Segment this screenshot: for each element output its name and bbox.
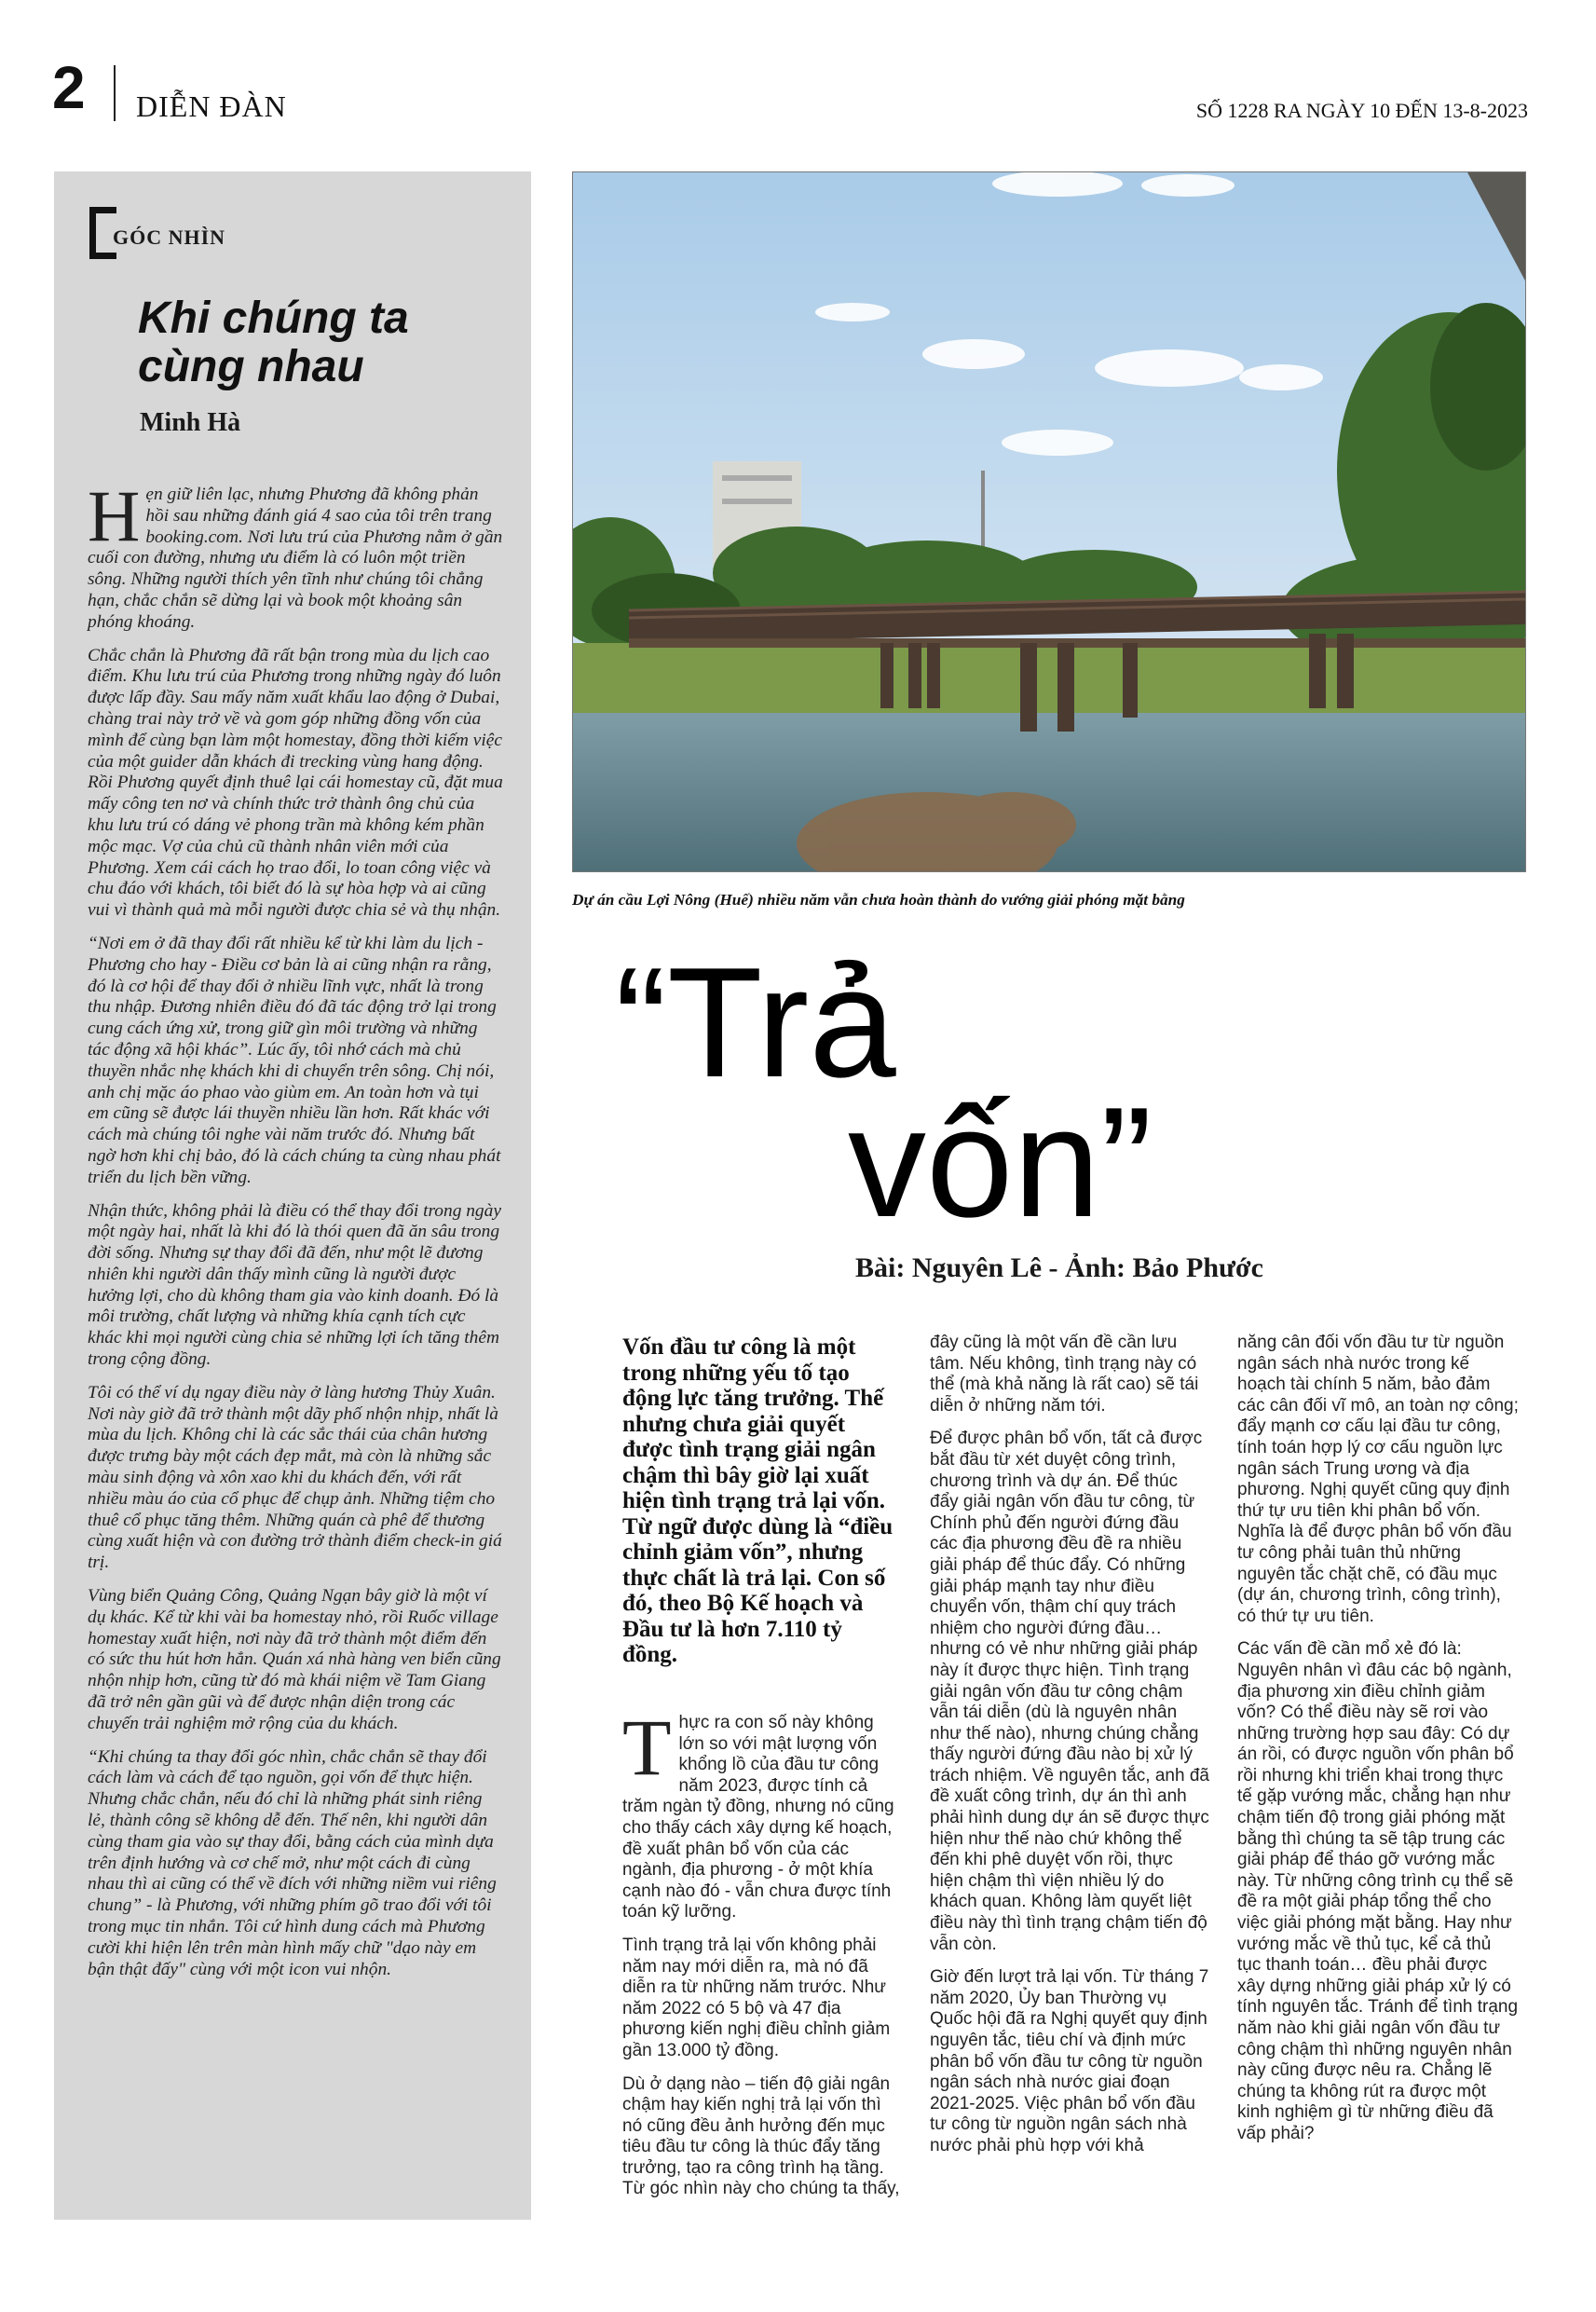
sidebar-column [54,171,531,2220]
article-column-2 [930,1333,1209,2169]
article-paragraph: Giờ đến lượt trả lại vốn. Từ tháng 7 năm 2020, Ủy ban Thường vụ Quốc hội đã ra Nghị quyết quy định nguyên tắc, tiêu chí và định mức phân bổ vốn đầu tư công từ nguồn ngân sách nhà nước giai đoạn 2021-2025. Việc phân bổ vốn đầu tư công từ nguồn ngân sách nhà nước phải phù hợp với khả [930,1967,1209,2155]
photo-caption: Dự án cầu Lợi Nông (Huế) nhiều năm vẫn chưa hoàn thành do vướng giải phóng mặt bằng [572,891,1185,909]
article-paragraph: Các vấn đề cần mổ xẻ đó là: Nguyên nhân vì đâu các bộ ngành, địa phương xin điều chỉnh giảm vốn? Có thể điều này sẽ rơi vào những trường hợp sau đây: Có dự án rồi, có được nguồn vốn phân bổ rồi nhưng khi triển khai trong thực tế gặp vướng mắc, chẳng hạn như chậm tiến độ trong giải phóng mặt bằng thì chúng ta sẽ tập trung các giải pháp để tháo gỡ vướng mắc này. Từ những công trình cụ thể sẽ đề ra một giải pháp tổng thể cho việc giải phóng mặt bằng. Hay như vướng mắc về thủ tục, kể cả thủ tục thanh toán… đều phải được xây dựng những giải pháp xử lý có tính nguyên tắc. Tránh để tình trạng năm nào khi giải ngân vốn đầu tư công chậm thì những nguyên nhân này cũng được nêu ra. Chẳng lẽ chúng ta không rút ra được một kinh nghiệm gì từ những điều đã vấp phải? [1237,1639,1519,2143]
sidebar-paragraph: Vùng biển Quảng Công, Quảng Ngạn bây giờ là một ví dụ khác. Kể từ khi vài ba homestay nhỏ, rồi Ruốc village homestay xuất hiện, nơi này đã trở thành một điểm đến có sức thu hút hơn hẳn. Quán xá nhà hàng ven biển cũng nhộn nhịp hơn, cũng từ đó mà khái niệm về Tam Giang đã trở nên gần gũi và để được nhận diện trong các chuyến trải nghiệm mở rộng của du khách. [88,1586,501,1733]
bridge-illustration [573,172,1526,872]
sidebar-paragraph: Nhận thức, không phải là điều có thể thay đổi trong ngày một ngày hai, nhất là khi đó là thói quen đã ăn sâu trong đời sống. Nhưng sự thay đổi đã đến, như một lẽ đương nhiên khi người dân thấy mình cũng là người được hưởng lợi, cho dù không tham gia vào kinh doanh. Đó là môi trường, chất lượng và những khía cạnh tích cực khác khi mọi người cùng chia sẻ những lợi ích tăng thêm trong cộng đồng. [88,1200,501,1370]
page-number: 2 [52,54,86,121]
bridge-photo [572,171,1526,872]
headline-line-1: “Trả [615,935,896,1110]
article-column-3 [1237,1333,1519,2157]
sidebar-paragraph: “Nơi em ở đã thay đổi rất nhiều kể từ khi làm du lịch - Phương cho hay - Điều cơ bản là ai cũng nhận ra rằng, đó là cơ hội để thay đổi ở nhiều lĩnh vực, nhất là trong thu nhập. Đương nhiên điều đó đã tác động trở lại trong cung cách ứng xử, trong giữ gìn môi trường và những tác động xã hội khác”. Lúc ấy, tôi nhớ cách mà chủ thuyền nhắc nhẹ khách khi di chuyển trên sông. Chị nói, anh chị mặc áo phao vào giùm em. An toàn hơn và tụi em cũng sẽ được lái thuyền nhiều lần hơn. Rất khác với cách mà chúng tôi nghe vài năm trước đó. Nhưng bất ngờ hơn khi chị bảo, đó là cách chúng ta cùng nhau phát triển du lịch bền vững. [88,933,501,1187]
article-dropcap: T [622,1703,672,1792]
sidebar-author: Minh Hà [140,408,241,437]
byline: Bài: Nguyên Lê - Ảnh: Bảo Phước [855,1252,1263,1283]
article-paragraph: Dù ở dạng nào – tiến độ giải ngân chậm hay kiến nghị trả lại vốn thì nó cũng đều ảnh hưởng đến mục tiêu đầu tư công là thúc đẩy tăng trưởng, tạo ra công trình hạ tầng. Từ góc nhìn này cho chúng ta thấy, [622,2073,900,2199]
sidebar-paragraph: Hẹn giữ liên lạc, nhưng Phương đã không phản hồi sau những đánh giá 4 sao của tôi trên trang booking.com. Nơi lưu trú của Phương nằm ở gần cuối con đường, nhưng ưu điểm là có luôn một triền sông. Những người thích yên tĩnh như chúng tôi chẳng hạn, chắc chắn sẽ dừng lại và book một khoảng sân phóng khoáng. [88,475,503,632]
sidebar-paragraph: “Khi chúng ta thay đổi góc nhìn, chắc chắn sẽ thay đổi cách làm và cách để tạo nguồn, gọi vốn để thực hiện. Nhưng chắc chắn, nếu đó chỉ là những phát sinh riêng lẻ, thành công sẽ không dễ đến. Thế nên, khi người dân cùng tham gia vào sự thay đổi, bằng cách của mình dựa trên định hướng và cơ chế mở, như một cách đi cùng nhau thì ai cũng có thể về đích với những niềm vui riêng chung” - là Phương, với những phím gõ trao đổi với tôi trong mục tin nhắn. Tôi cứ hình dung cách mà Phương cười khi hiện lên trên màn hình mấy chữ "dạo này em bận thật đấy" cùng với một icon vui nhộn. [88,1746,497,1979]
article-paragraph: Để được phân bổ vốn, tất cả được bắt đầu từ xét duyệt công trình, chương trình và dự án. Để thúc đẩy giải ngân vốn đầu tư công, từ Chính phủ đến người đứng đầu các địa phương đều đề ra nhiều giải pháp để thúc đẩy. Có những giải pháp mạnh tay như điều chuyển vốn, thậm chí quy trách nhiệm cho người đứng đầu… nhưng có vẻ như những giải pháp này ít được thực hiện. Tình trạng giải ngân vốn đầu tư công chậm vẫn tái diễn (dù là nguyên nhân như thế nào), nhưng chúng chẳng thấy người đứng đầu nào bị xử lý trách nhiệm. Về nguyên tắc, anh đã đề xuất công trình, dự án thì anh phải hình dung dự án sẽ được thực hiện như thế nào chứ không thể đến khi phê duyệt vốn rồi, thực hiện chậm thì viện nhiều lý do khách quan. Không làm quyết liệt điều này thì tình trạng chậm tiến độ vẫn còn. [930,1429,1209,1954]
sidebar-body [88,475,503,1992]
article-paragraph: Tình trạng trả lại vốn không phải năm nay mới diễn ra, mà nó đã diễn ra từ những năm trước. Như năm 2022 có 5 bộ và 47 địa phương kiến nghị điều chỉnh giảm gần 13.000 tỷ đồng. [622,1935,891,2060]
sidebar-paragraph: Chắc chắn là Phương đã rất bận trong mùa du lịch cao điểm. Khu lưu trú của Phương trong những ngày đó luôn được lấp đầy. Sau mấy năm xuất khẩu lao động ở Dubai, chàng trai này trở về và gom góp những đồng vốn của mình để cùng bạn làm một homestay, đồng thời kiếm việc của một guider dẫn khách đi trecking vùng hang động. Rồi Phương quyết định thuê lại cái homestay cũ, đặt mua mấy công ten nơ và chính thức trở thành ông chủ của khu lưu trú có dáng vẻ phong trần mà không kém phần mộc mạc. Vợ của chủ cũ thành nhân viên mới của Phương. Xem cái cách họ trao đổi, lo toan công việc và chu đáo với khách, tôi biết đó là sự hòa hợp và ai cũng vui vì thành quả mà mỗi người được chia sẻ và thụ nhận. [88,645,503,921]
header-divider [114,65,116,121]
section-title: DIỄN ĐÀN [136,89,287,123]
headline [615,935,1153,1250]
article-paragraph: năng cân đối vốn đầu tư từ nguồn ngân sách nhà nước trong kế hoạch tài chính 5 năm, bảo đảm các cân đối vĩ mô, an toàn nợ công; đẩy mạnh cơ cấu lại đầu tư công, tính toán hợp lý cơ cấu nguồn lực ngân sách Trung ương và địa phương. Nghị quyết cũng quy định thứ tự ưu tiên khi phân bổ vốn. Nghĩa là để được phân bổ vốn đầu tư công phải tuân thủ những nguyên tắc chặt chẽ, có đầu mục (dự án, chương trình, công trình), có thứ tự ưu tiên. [1237,1333,1519,1626]
article-paragraph: đây cũng là một vấn đề cần lưu tâm. Nếu không, tình trạng này có thể (mà khả năng là rất cao) sẽ tái diễn ở những năm tới. [930,1333,1199,1416]
issue-info: SỐ 1228 RA NGÀY 10 ĐẾN 13-8-2023 [1195,99,1528,122]
sidebar-title: Khi chúng ta cùng nhau [138,294,409,391]
sidebar-kicker: GÓC NHÌN [113,226,226,249]
article-column-1 [622,1703,902,2212]
sidebar-paragraph: Tôi có thể ví dụ ngay điều này ở làng hương Thủy Xuân. Nơi này giờ đã trở thành một dãy phố nhộn nhịp, nhất là mùa du lịch. Không chỉ là các sắc thái của chân hương được trưng bày một cách đẹp mắt, mà còn là những sắc màu sinh động và xôn xao khi du khách đến, với rất nhiều màu áo của cổ phục để chụp ảnh. Những tiệm cho thuê cổ phục tăng thêm. Những quán cà phê để thương cùng xuất hiện và con đường trở thành điểm check-in giá trị. [88,1382,502,1573]
article-paragraph: Thực ra con số này không lớn so với mật lượng vốn khổng lồ của đầu tư công năm 2023, được tính cả trăm ngàn tỷ đồng, nhưng nó cũng cho thấy cách xây dựng kế hoạch, đề xuất phân bổ vốn của các ngành, địa phương - ở một khía cạnh nào đó - vẫn chưa được tính toán kỹ lưỡng. [622,1703,894,1922]
sidebar-dropcap: H [88,475,141,556]
lead-paragraph: Vốn đầu tư công là một trong những yếu tố tạo động lực tăng trưởng. Thế nhưng chưa giải quyết được tình trạng giải ngân chậm thì bây giờ lại xuất hiện tình trạng trả lại vốn. Từ ngữ được dùng là “điều chỉnh giảm vốn”, nhưng thực chất là trả lại. Con số đó, theo Bộ Kế hoạch và Đầu tư là hơn 7.110 tỷ đồng. [622,1334,893,1667]
riverbank [573,643,1526,718]
headline-line-2: vốn” [848,1074,1153,1250]
